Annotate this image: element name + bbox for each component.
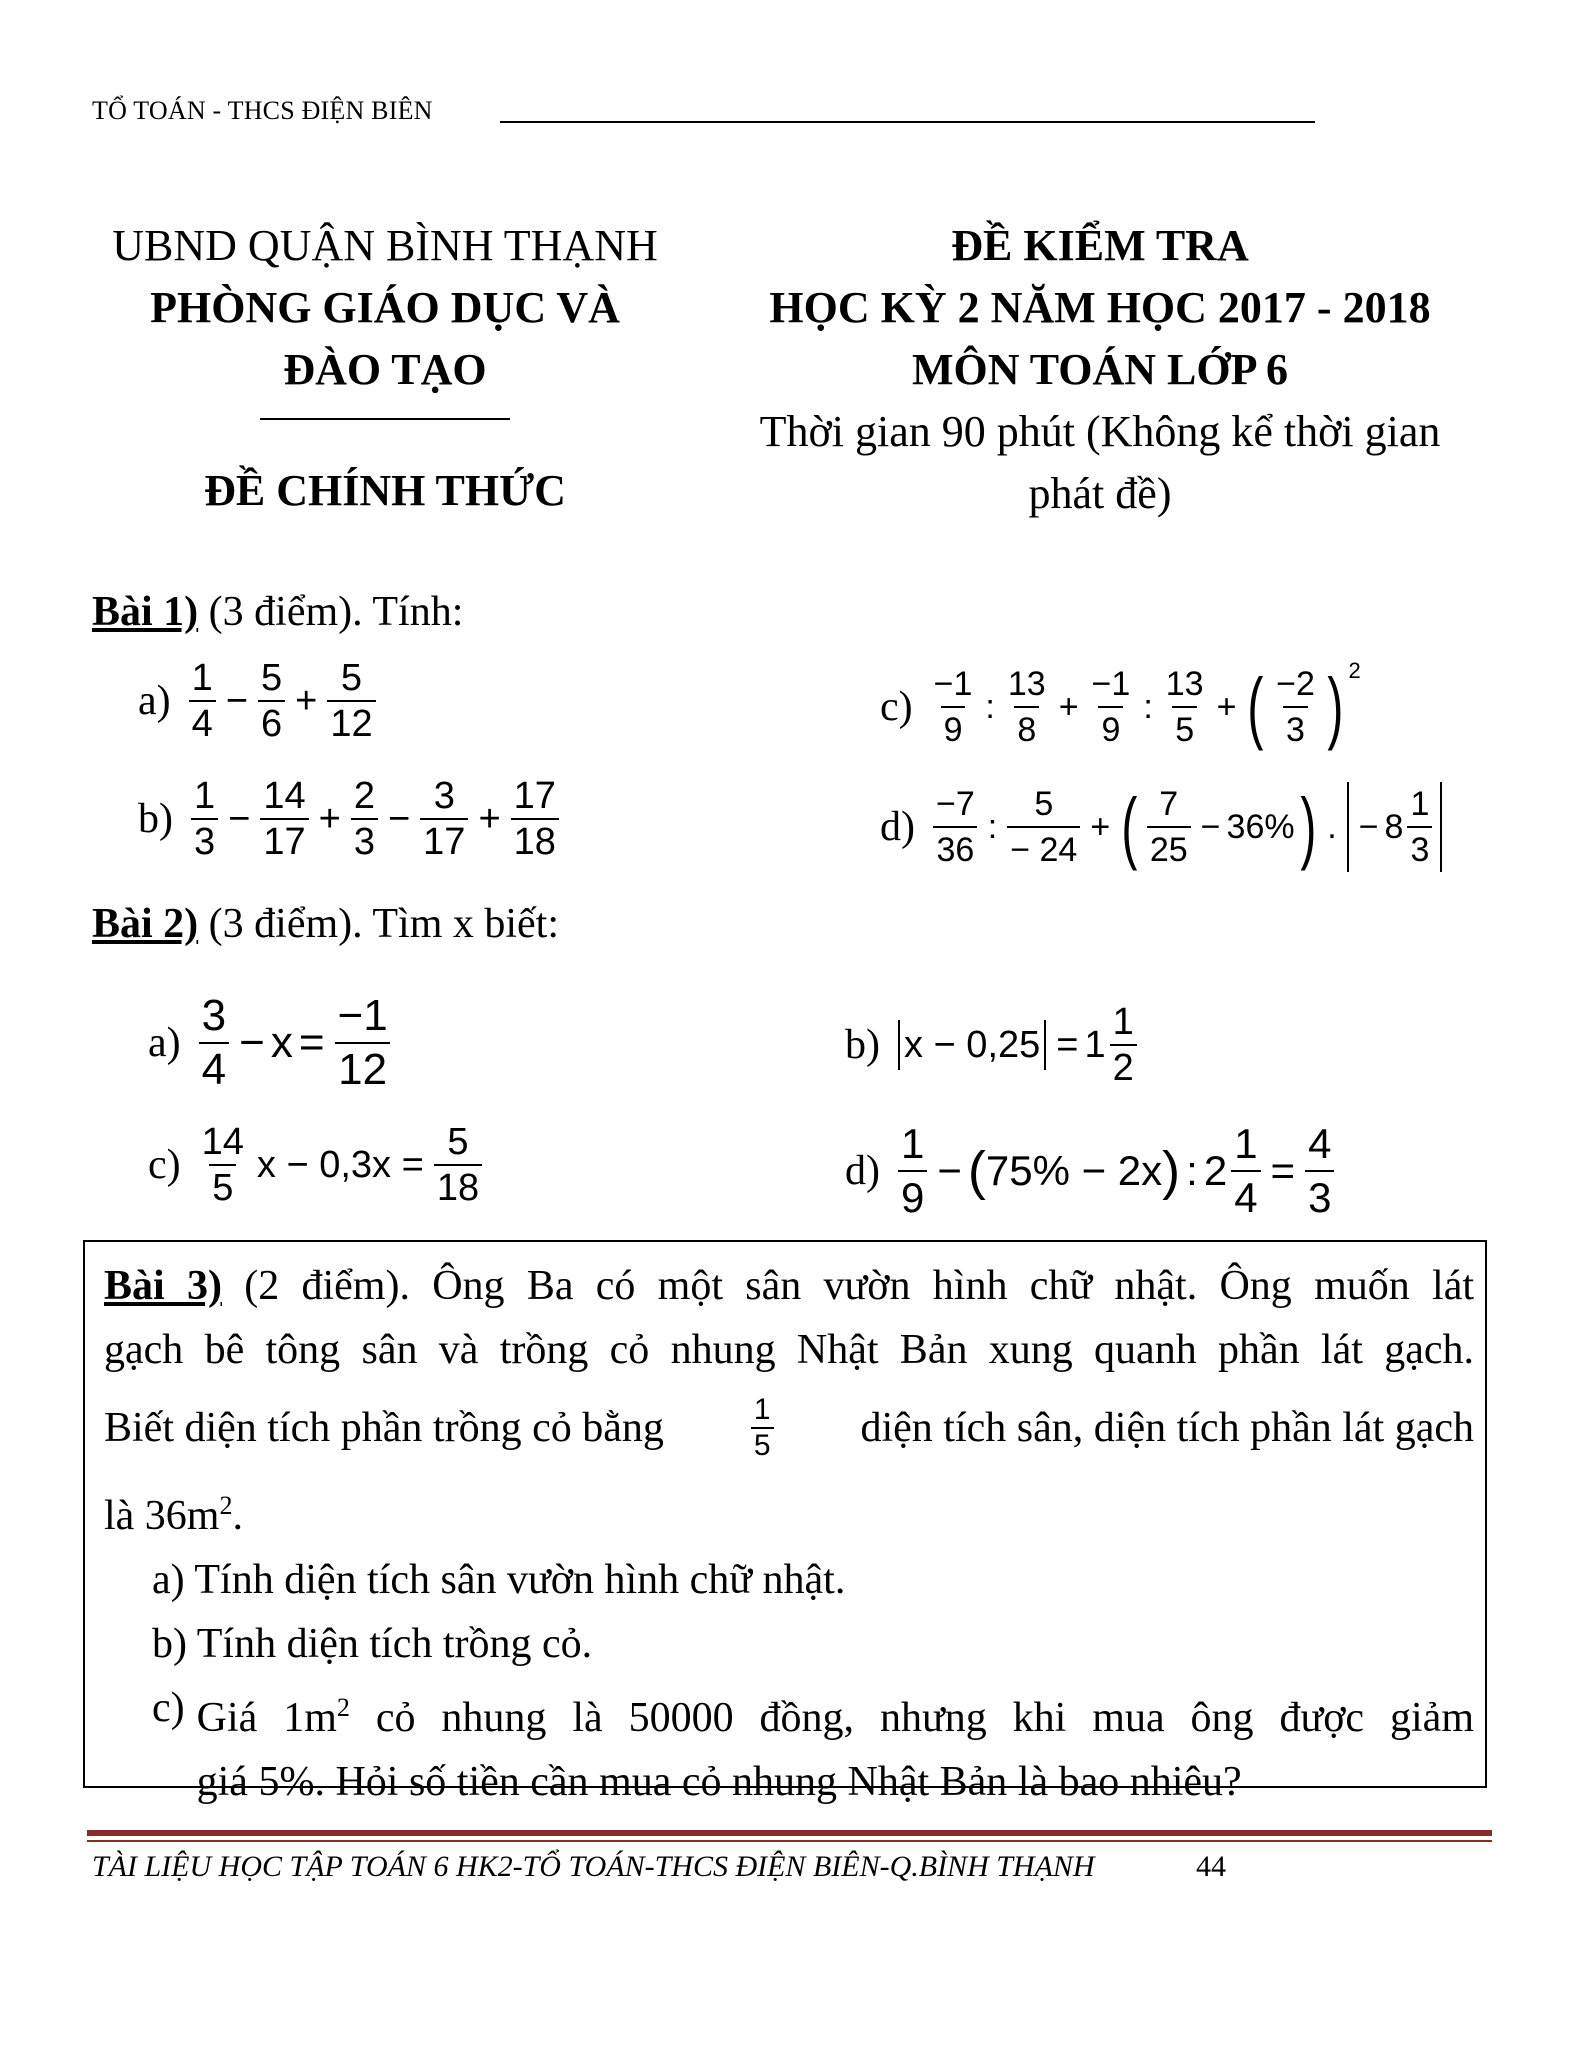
abs-bar-right bbox=[1044, 1020, 1046, 1070]
fraction: $\frac{5}{18}$ bbox=[434, 1120, 482, 1210]
bai2-heading: (3 điểm). Tìm x biết: bbox=[198, 901, 560, 947]
expression-middle: x − 0,3x = bbox=[256, 1143, 424, 1186]
fraction: $\frac{1}{4}$ bbox=[1231, 1118, 1260, 1224]
bai2-title bbox=[92, 900, 559, 948]
fraction: $\frac{7}{25}$ bbox=[1147, 782, 1191, 872]
fraction: $\frac{14}{5}$ bbox=[201, 1121, 244, 1209]
bai2-label: Bài 2) bbox=[92, 901, 199, 947]
bai3-text3b: diện tích sân, diện tích phần lát gạch bbox=[860, 1405, 1474, 1451]
right-paren: ) bbox=[1327, 662, 1344, 751]
item-label: b) bbox=[138, 796, 173, 842]
left-paren: ( bbox=[1247, 662, 1264, 751]
exam-time-line1: Thời gian 90 phút (Không kể thời gian bbox=[759, 407, 1441, 456]
department-name-line1: PHÒNG GIÁO DỤC VÀ bbox=[150, 283, 620, 332]
fraction: $\frac{1}{2}$ bbox=[1110, 1000, 1137, 1090]
fraction: $\frac{4}{3}$ bbox=[1305, 1118, 1334, 1224]
item-label: a) bbox=[148, 1020, 181, 1066]
bai3-a: a) Tính diện tích sân vườn hình chữ nhật. bbox=[152, 1557, 846, 1603]
header-rule bbox=[500, 121, 1315, 123]
fraction: $\frac{1}{9}$ bbox=[898, 1118, 927, 1224]
fraction: $\frac{-1}{9}$ bbox=[931, 662, 976, 752]
bai1-title bbox=[92, 588, 463, 636]
item-label: c) bbox=[148, 1142, 181, 1188]
right-paren: ) bbox=[1299, 782, 1316, 871]
fraction: $\frac{-1}{9}$ bbox=[1089, 662, 1134, 752]
item-label: c) bbox=[880, 684, 913, 730]
fraction: $\frac{1}{5}$ bbox=[751, 1393, 774, 1463]
bai1-b: b) $\frac{1}{3}$ − $\frac{14}{17}$ + $\frac{2}{3}$ − $\frac{3}{17}$ + $\frac{17}{18}$ bbox=[138, 774, 563, 864]
bai3-line4: là $36m^2$. bbox=[104, 1491, 243, 1539]
bai1-d: d) $\frac{-7}{36}$ : $\frac{5}{- 24}$ + ( $\frac{7}{25}$ − 36% ) . − 8 $\frac{1}{3}$ bbox=[880, 782, 1446, 872]
item-label: d) bbox=[880, 804, 915, 850]
footer-rule-thin bbox=[87, 1840, 1492, 1842]
exam-subject: MÔN TOÁN LỚP 6 bbox=[911, 345, 1289, 394]
district-name: UBND QUẬN BÌNH THẠNH bbox=[112, 221, 658, 270]
bai1-label: Bài 1) bbox=[92, 589, 199, 635]
exam-title: ĐỀ KIỂM TRA bbox=[951, 221, 1249, 270]
left-paren: ( bbox=[1121, 782, 1138, 871]
mixed-whole: 2 bbox=[1203, 1147, 1228, 1194]
fraction: $\frac{5}{6}$ bbox=[258, 656, 285, 746]
fraction: $\frac{1}{3}$ bbox=[1407, 782, 1432, 872]
fraction: $\frac{-7}{36}$ bbox=[933, 782, 978, 872]
bai2-d: d) $\frac{1}{9}$ − ( 75% − 2x ) : 2 $\frac{1}{4}$ = $\frac{4}{3}$ bbox=[845, 1118, 1338, 1224]
fraction: $\frac{1}{3}$ bbox=[191, 774, 218, 864]
bai1-a: a) $\frac{1}{4}$ − $\frac{5}{6}$ + $\frac{5}{12}$ bbox=[138, 656, 380, 746]
paren-inner: 75% − 2x bbox=[985, 1147, 1163, 1194]
fraction: $\frac{5}{12}$ bbox=[327, 656, 375, 746]
bai3-label: Bài 3) bbox=[104, 1263, 222, 1309]
bai3-text1: (2 điểm). Ông Ba có một sân vườn hình chữ nhật. Ông muốn lát bbox=[221, 1263, 1475, 1309]
fraction: $\frac{2}{3}$ bbox=[351, 774, 378, 864]
bai3-text3a: Biết diện tích phần trồng cỏ bằng bbox=[104, 1405, 664, 1451]
footer-rule-thick bbox=[87, 1830, 1492, 1836]
abs-bar-left bbox=[898, 1020, 900, 1070]
bai3-content bbox=[104, 1254, 1474, 1814]
fraction: $\frac{13}{5}$ bbox=[1163, 662, 1207, 752]
bai2-b: b) x − 0,25 = 1 $\frac{1}{2}$ bbox=[845, 1000, 1141, 1090]
bai3-line3 bbox=[104, 1382, 1474, 1474]
bai1-c: c) $\frac{-1}{9}$ : $\frac{13}{8}$ + $\frac{-1}{9}$ : $\frac{13}{5}$ + ( $\frac{-2}{3}$ ) 2 bbox=[880, 658, 1361, 751]
bai3-c: c) Giá $1m^2$ cỏ nhung là 50000 đồng, nhưng khi mua ông được giảm giá 5%. Hỏi số tiền cần mua cỏ nhung Nhật Bản là bao nhiêu? bbox=[104, 1676, 1474, 1814]
fraction: $\frac{17}{18}$ bbox=[511, 774, 559, 864]
fraction: $\frac{3}{4}$ bbox=[199, 990, 229, 1096]
fraction: $\frac{-1}{12}$ bbox=[335, 990, 391, 1096]
mixed-whole: 8 bbox=[1384, 807, 1404, 846]
bai2-a: a) $\frac{3}{4}$ − x = $\frac{-1}{12}$ bbox=[148, 990, 395, 1096]
item-label: d) bbox=[845, 1148, 880, 1194]
exponent: 2 bbox=[1348, 658, 1361, 683]
left-header bbox=[85, 215, 685, 401]
official-label: ĐỀ CHÍNH THỨC bbox=[204, 466, 566, 515]
page-number: 44 bbox=[1196, 1850, 1226, 1883]
exam-time-line2: phát đề) bbox=[1028, 469, 1172, 518]
page-header: TỔ TOÁN - THCS ĐIỆN BIÊN bbox=[92, 96, 433, 125]
abs-inner: x − 0,25 bbox=[904, 1023, 1041, 1066]
footer-text: TÀI LIỆU HỌC TẬP TOÁN 6 HK2-TỔ TOÁN-THCS ĐIỆN BIÊN-Q.BÌNH THẠNH bbox=[92, 1850, 1095, 1883]
fraction: $\frac{13}{8}$ bbox=[1005, 662, 1049, 752]
fraction: $\frac{1}{4}$ bbox=[189, 656, 216, 746]
item-label: c) bbox=[152, 1685, 185, 1731]
abs-bar-right bbox=[1440, 782, 1442, 872]
item-label: a) bbox=[138, 678, 171, 724]
fraction: $\frac{3}{17}$ bbox=[420, 774, 468, 864]
left-header-rule bbox=[260, 418, 510, 420]
department-name-line2: ĐÀO TẠO bbox=[283, 345, 487, 394]
fraction: $\frac{14}{17}$ bbox=[260, 774, 308, 864]
bai1-heading: (3 điểm). Tính: bbox=[198, 589, 464, 635]
right-header bbox=[700, 215, 1500, 525]
abs-bar-left bbox=[1347, 782, 1349, 872]
bai3-line1 bbox=[104, 1254, 1474, 1318]
mixed-whole: 1 bbox=[1084, 1023, 1106, 1066]
bai3-b: b) Tính diện tích trồng cỏ. bbox=[152, 1621, 593, 1667]
variable-x: x bbox=[270, 1018, 293, 1067]
percent-value: 36% bbox=[1226, 807, 1295, 846]
bai2-c bbox=[148, 1120, 486, 1210]
exam-term: HỌC KỲ 2 NĂM HỌC 2017 - 2018 bbox=[769, 283, 1431, 332]
item-label: b) bbox=[845, 1022, 880, 1068]
fraction: $\frac{-2}{3}$ bbox=[1273, 662, 1318, 752]
fraction: $\frac{5}{- 24}$ bbox=[1007, 782, 1080, 872]
bai3-line2: gạch bê tông sân và trồng cỏ nhung Nhật Bản xung quanh phần lát gạch. bbox=[104, 1327, 1474, 1373]
